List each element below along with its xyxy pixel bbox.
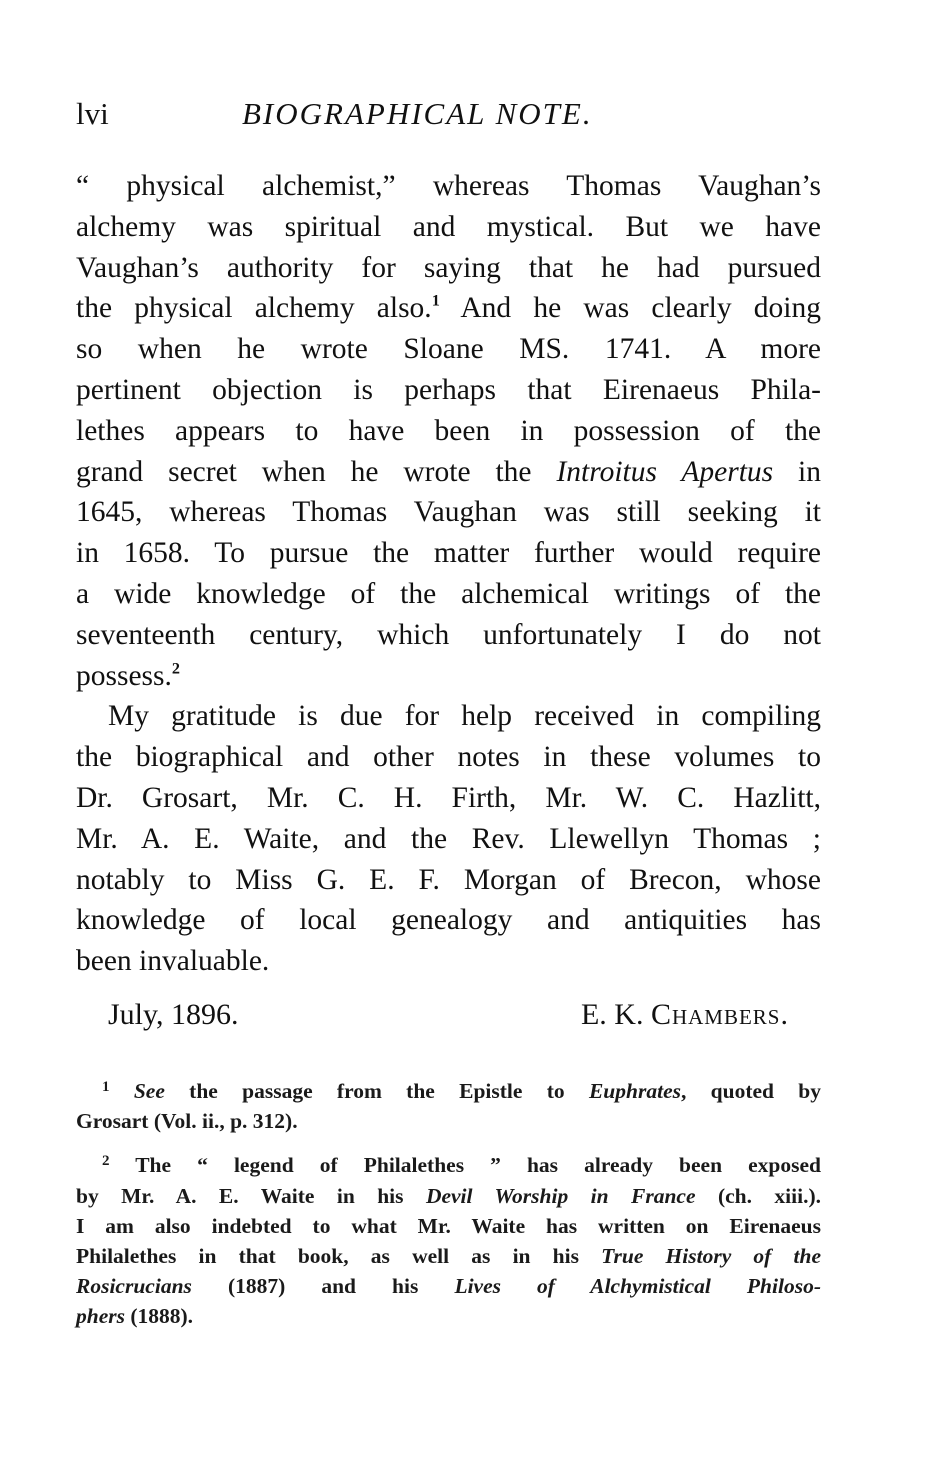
footnote-line — [76, 1150, 821, 1180]
footnote-line: I am also indebted to what Mr. Waite has written on Eirenaeus — [76, 1213, 821, 1238]
footnote-2 — [76, 1150, 821, 1331]
signature-author — [581, 998, 789, 1032]
footnote-line: Grosart (Vol. ii., p. 312). — [76, 1109, 298, 1134]
text-line: seventeenth century, which unfortunately I do not — [76, 618, 821, 651]
text-line: Dr. Grosart, Mr. C. H. Firth, Mr. W. C. Hazlitt, — [76, 781, 821, 814]
footnote-number: 2 — [102, 1153, 110, 1170]
footnote-number: 1 — [102, 1079, 110, 1096]
text-line: Mr. A. E. Waite, and the Rev. Llewellyn Thomas ; — [76, 822, 821, 855]
text-segment: grand secret when he wrote the — [76, 455, 557, 488]
footnotes — [76, 1076, 821, 1346]
text-line — [76, 452, 821, 493]
text-line: a wide knowledge of the alchemical writings of the — [76, 577, 821, 610]
paragraph-gratitude — [76, 696, 821, 982]
book-title: Euphrates — [588, 1079, 681, 1103]
text-segment: (1888). — [124, 1304, 194, 1329]
book-title: Lives of Alchymistical Philoso- — [454, 1274, 821, 1299]
book-title: Devil Worship in France — [425, 1183, 696, 1208]
main-text — [76, 166, 821, 982]
text-line: lethes appears to have been in possession of the — [76, 414, 821, 447]
footnote-1 — [76, 1076, 821, 1136]
paragraph-alchemy — [76, 166, 821, 696]
text-segment: , quoted by — [680, 1079, 821, 1103]
text-line: Vaughan’s authority for saying that he had pursued — [76, 251, 821, 284]
text-line: been invaluable. — [76, 945, 270, 978]
signature-line — [108, 998, 789, 1042]
page-header — [76, 96, 821, 136]
text-line: My gratitude is due for help received in compiling — [108, 700, 821, 733]
text-line: pertinent objection is perhaps that Eirenaeus Phila- — [76, 373, 821, 406]
footnote-ref: 2 — [171, 659, 180, 678]
footnote-ref: 1 — [431, 292, 440, 311]
text-segment: the physical alchemy also. — [76, 292, 432, 325]
footnote-line — [76, 1076, 821, 1106]
footnote-line — [76, 1301, 821, 1331]
text-segment: the passage from the Epistle to — [164, 1079, 589, 1103]
text-line — [76, 288, 821, 329]
text-line — [76, 656, 821, 697]
text-line: “ physical alchemist,” whereas Thomas Vaughan’s — [76, 170, 821, 202]
book-title: phers — [76, 1304, 125, 1329]
text-segment: The “ legend of Philalethes ” has already been exposed — [109, 1153, 821, 1178]
text-segment: in — [773, 455, 821, 488]
book-title: Introitus Apertus — [556, 455, 774, 488]
footnote-line — [76, 1181, 821, 1211]
text-segment: by Mr. A. E. Waite in his — [76, 1183, 426, 1208]
text-segment: (1887) and his — [191, 1274, 455, 1299]
book-title: Rosicrucians — [76, 1274, 192, 1299]
text-line: in 1658. To pursue the matter further would require — [76, 537, 821, 570]
author-surname: Chambers. — [650, 998, 789, 1031]
text-line: 1645, whereas Thomas Vaughan was still seeking it — [76, 496, 821, 529]
footnote-line — [76, 1271, 821, 1301]
footnote-line — [76, 1241, 821, 1271]
author-initials: E. K. — [580, 998, 651, 1031]
book-title: True History of the — [601, 1243, 821, 1268]
text-segment: Philalethes in that book, as well as in his — [76, 1243, 602, 1268]
text-line: knowledge of local genealogy and antiquities has — [76, 904, 821, 937]
signature-date: July, 1896. — [108, 998, 239, 1031]
page-number: lvi — [76, 96, 109, 131]
text-line: the biographical and other notes in these volumes to — [76, 741, 821, 774]
text-segment: And he was clearly doing — [439, 292, 821, 325]
running-head: BIOGRAPHICAL NOTE. — [242, 96, 593, 131]
text-segment: (ch. xiii.). — [695, 1183, 821, 1208]
text-line: alchemy was spiritual and mystical. But we have — [76, 210, 821, 243]
text-line: so when he wrote Sloane MS. 1741. A more — [76, 333, 821, 366]
text-line: notably to Miss G. E. F. Morgan of Brecon, whose — [76, 863, 821, 896]
text-segment: possess. — [76, 659, 172, 692]
text-segment: See — [133, 1079, 165, 1103]
